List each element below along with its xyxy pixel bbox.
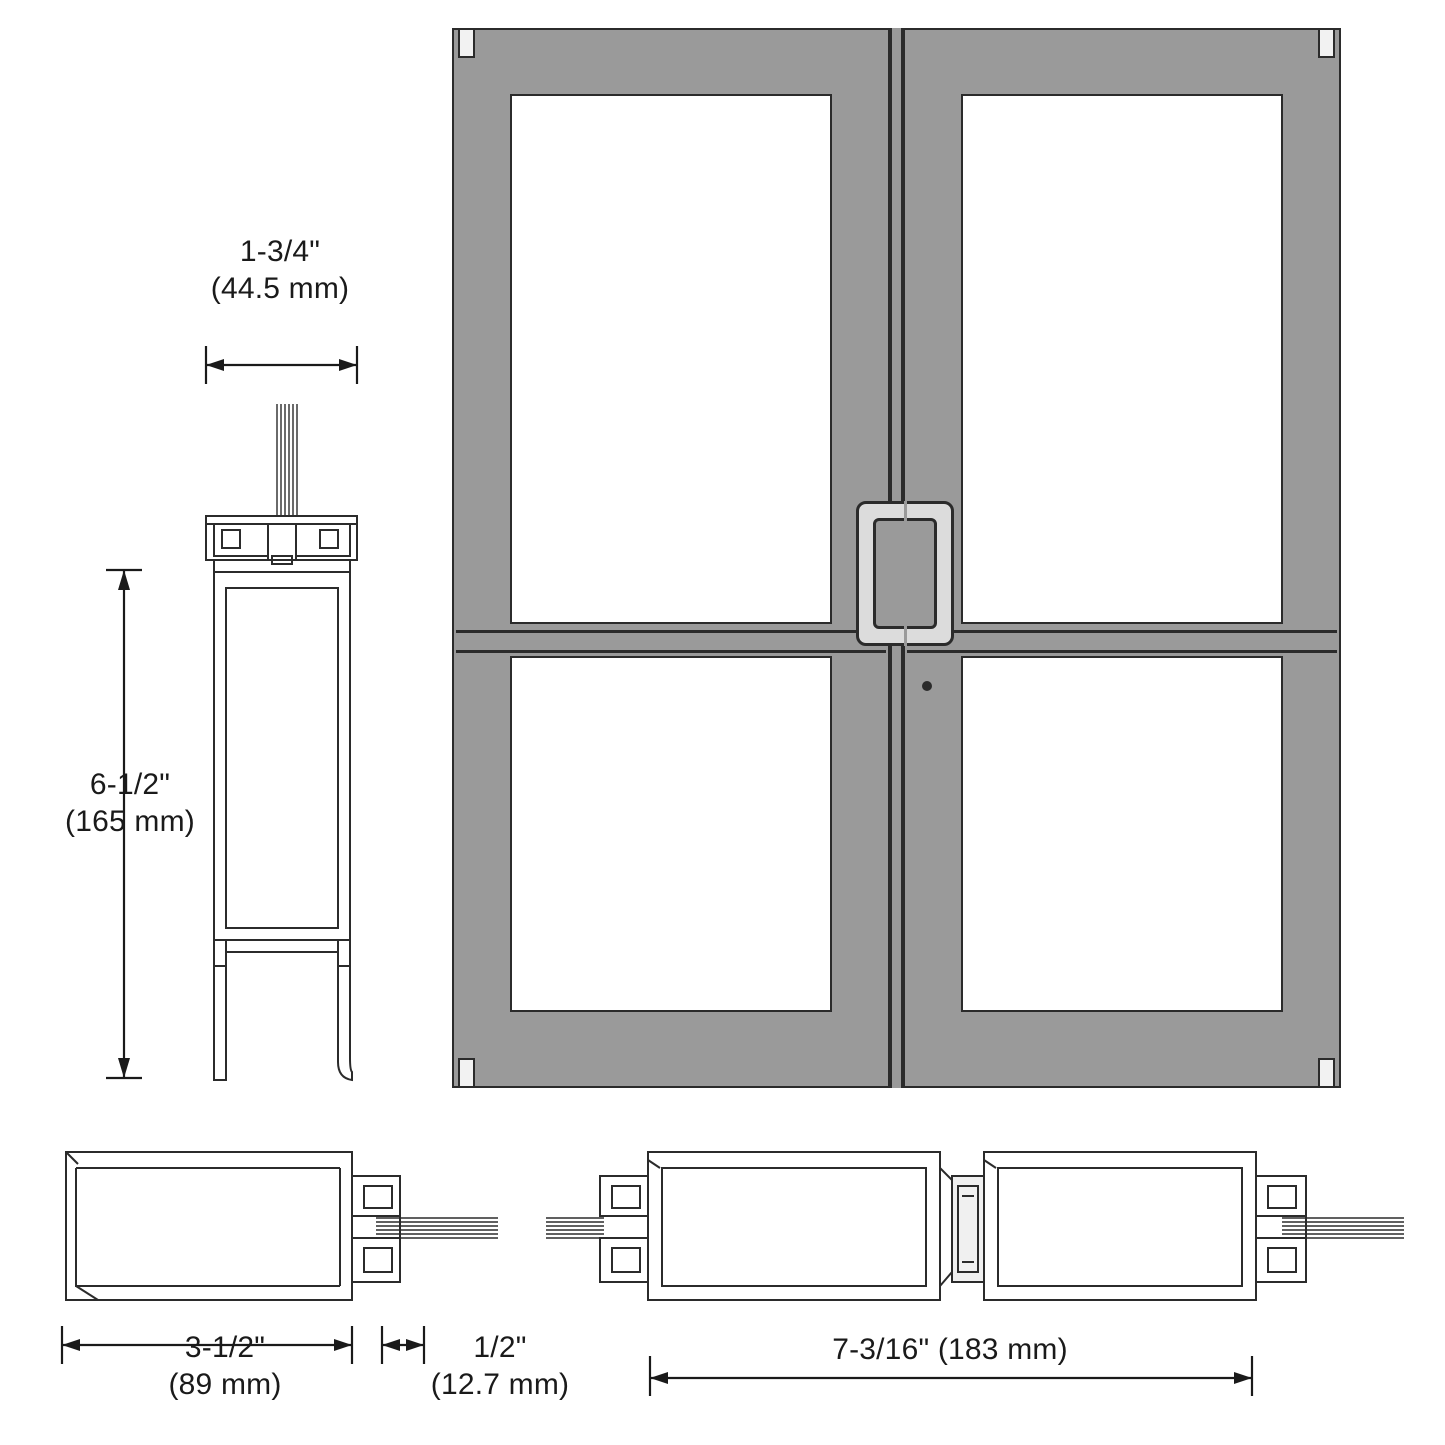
dimension-metric: (12.7 mm) — [430, 1367, 570, 1401]
glass-lite-lower-right — [961, 656, 1283, 1012]
dimension-label-frame-depth — [75, 1330, 375, 1403]
door-leaf-right[interactable] — [903, 28, 1341, 1088]
door-elevation-view — [452, 28, 1341, 1088]
glass-lite-upper-left — [510, 94, 832, 624]
dimension-label-stile-width — [130, 234, 430, 307]
glass-lite-upper-right — [961, 94, 1283, 624]
dimension-imperial: 7-3/16" (183 mm) — [832, 1333, 1068, 1366]
door-pull-handle[interactable] — [856, 501, 954, 646]
lock-cylinder[interactable] — [922, 681, 932, 691]
glass-lite-lower-left — [510, 656, 832, 1012]
intermediate-rail-top-edge-right — [907, 630, 1337, 633]
dimension-imperial: 6-1/2" — [89, 768, 171, 801]
dimension-imperial: 1-3/4" — [239, 235, 321, 268]
dimension-label-rail-height — [0, 767, 280, 840]
intermediate-rail-bottom-edge-left — [456, 650, 886, 653]
stile-vertical-section — [206, 404, 357, 1080]
dimension-label-overall-section-width — [680, 1332, 1220, 1369]
meeting-stile-horizontal-section — [546, 1152, 1404, 1300]
intermediate-rail-bottom-edge-right — [907, 650, 1337, 653]
pivot-shoe-bottom-left — [458, 1058, 475, 1088]
dimension-imperial: 3-1/2" — [184, 1331, 266, 1364]
pivot-shoe-top-right — [1318, 28, 1335, 58]
intermediate-rail-top-edge-left — [456, 630, 886, 633]
pull-handle-center-split — [904, 501, 907, 646]
jamb-horizontal-section — [66, 1152, 498, 1300]
pivot-shoe-top-left — [458, 28, 475, 58]
dimension-label-glass-pocket — [370, 1330, 630, 1403]
dimension-metric: (44.5 mm) — [210, 271, 350, 305]
door-leaf-left[interactable] — [452, 28, 890, 1088]
dimension-imperial: 1/2" — [473, 1331, 527, 1364]
pivot-shoe-bottom-right — [1318, 1058, 1335, 1088]
dimension-metric: (89 mm) — [168, 1367, 282, 1401]
dimension-line-stile-width — [206, 346, 357, 384]
dimension-metric: (165 mm) — [65, 804, 195, 838]
